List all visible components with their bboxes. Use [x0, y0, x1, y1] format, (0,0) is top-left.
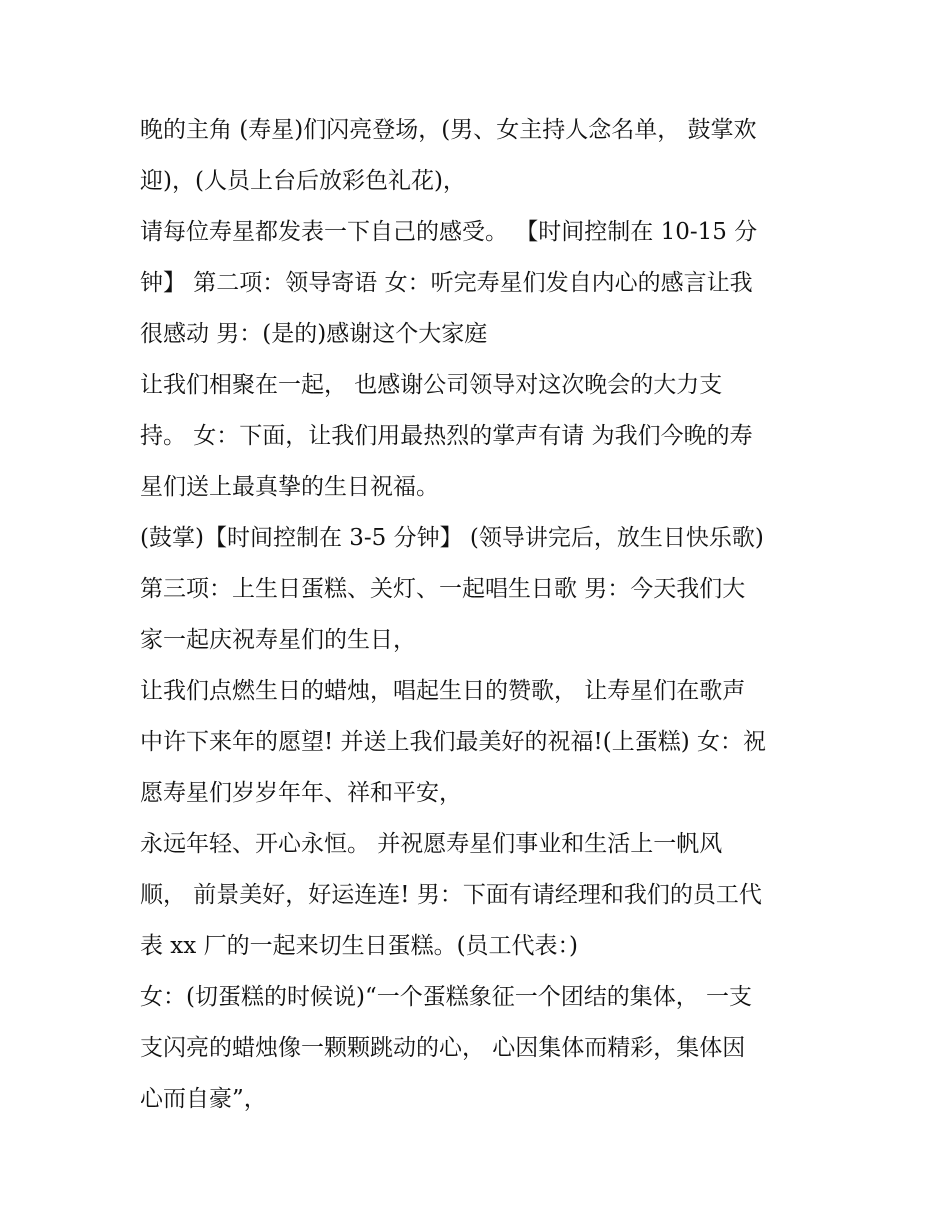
- text-line: (鼓掌)【时间控制在 3-5 分钟】 (领导讲完后，放生日快乐歌): [140, 525, 764, 551]
- text-line: 持。 女：下面，让我们用最热烈的掌声有请 为我们今晚的寿: [140, 423, 753, 449]
- text-line: 愿寿星们岁岁年年、祥和平安，: [140, 780, 462, 806]
- body-text: [140, 105, 820, 1125]
- text-line: 晚的主角 (寿星)们闪亮登场，(男、女主持人念名单， 鼓掌欢: [140, 117, 757, 143]
- text-line: 永远年轻、开心永恒。 并祝愿寿星们事业和生活上一帆风: [140, 831, 723, 857]
- text-line: 钟】 第二项：领导寄语 女：听完寿星们发自内心的感言让我: [140, 270, 753, 296]
- text-line: 让我们点燃生日的蜡烛，唱起生日的赞歌， 让寿星们在歌声: [140, 678, 746, 704]
- text-line: 顺， 前景美好，好运连连! 男：下面有请经理和我们的员工代: [140, 882, 762, 908]
- text-line: 支闪亮的蜡烛像一颗颗跳动的心， 心因集体而精彩，集体因: [140, 1035, 746, 1061]
- text-line: 心而自豪”，: [140, 1086, 267, 1112]
- text-line: 很感动 男：(是的)感谢这个大家庭: [140, 321, 488, 347]
- text-line: 迎)，(人员上台后放彩色礼花)，: [140, 168, 466, 194]
- text-line: 让我们相聚在一起， 也感谢公司领导对这次晚会的大力支: [140, 372, 723, 398]
- text-line: 第三项：上生日蛋糕、关灯、一起唱生日歌 男：今天我们大: [140, 576, 746, 602]
- text-line: 女：(切蛋糕的时候说)“一个蛋糕象征一个团结的集体， 一支: [140, 984, 753, 1010]
- text-line: 表 xx 厂的一起来切生日蛋糕。(员工代表：): [140, 933, 579, 959]
- text-line: 家一起庆祝寿星们的生日，: [140, 627, 416, 653]
- text-line: 请每位寿星都发表一下自己的感受。 【时间控制在 10-15 分: [140, 219, 758, 245]
- text-line: 中许下来年的愿望! 并送上我们最美好的祝福!(上蛋糕) 女：祝: [140, 729, 767, 755]
- text-line: 星们送上最真挚的生日祝福。: [140, 474, 439, 500]
